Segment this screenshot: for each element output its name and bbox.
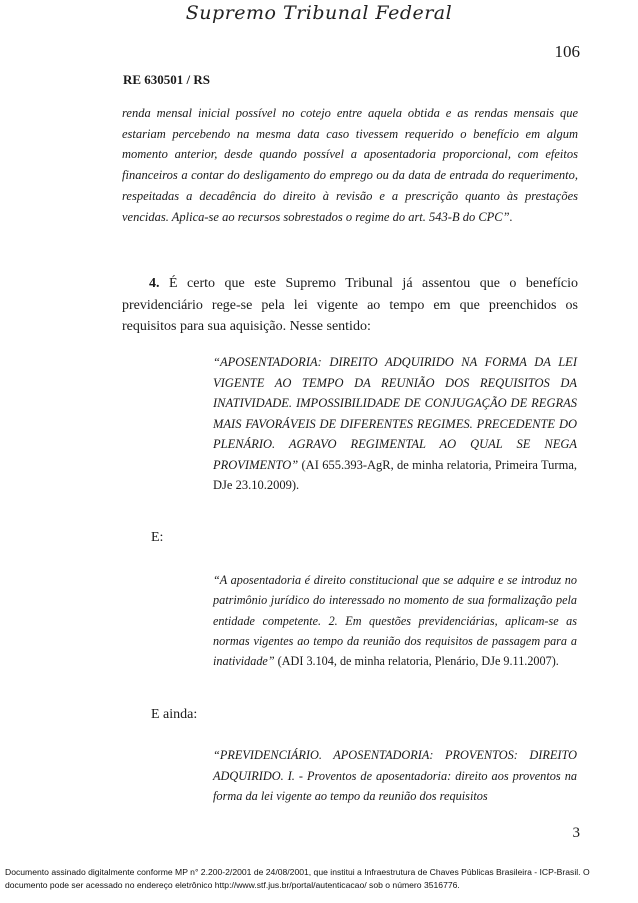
citation-3-quote: I. - Proventos de aposentadoria: direito aos proventos na forma da lei vigente ao tempo da reunião dos requisitos — [213, 768, 577, 803]
court-header: Supremo Tribunal Federal — [185, 2, 453, 24]
citation-2-reference: (ADI 3.104, de minha relatoria, Plenário, DJe 9.11.2007). — [274, 654, 559, 669]
label-e: E: — [151, 530, 164, 545]
citation-3-heading: “PREVIDENCIÁRIO. APOSENTADORIA: PROVENTOS: DIREITO ADQUIRIDO. — [213, 748, 577, 783]
quoted-ementa-continuation: renda mensal inicial possível no cotejo entre aquela obtida e as rendas mensais que estariam percebendo na mesma data caso tivessem requerido o benefício em algum momento anterior, desde quando possível a aposentadoria proporcional, com efeitos financeiros a contar do desligamento do emprego ou da data de entrada do requerimento, respeitadas a decadência do direito à revisão e a prescrição quanto às prestações vencidas. Aplica-se ao recursos sobrestados o regime do art. 543-B do CPC”. — [122, 106, 578, 224]
citation-1-reference: (AI 655.393-AgR, de minha relatoria, Primeira Turma, DJe 23.10.2009). — [213, 457, 577, 492]
citation-1 — [213, 352, 577, 496]
paragraph-4-text: É certo que este Supremo Tribunal já assentou que o benefício previdenciário rege-se pela lei vigente ao tempo em que preenchidos os requisitos para sua aquisição. Nesse sentido: — [122, 276, 578, 334]
paragraph-4 — [122, 273, 578, 338]
page-number-bottom: 3 — [572, 825, 580, 841]
citation-1-quote: “APOSENTADORIA: DIREITO ADQUIRIDO NA FORMA DA LEI VIGENTE AO TEMPO DA REUNIÃO DOS REQUISITOS DA INATIVIDADE. IMPOSSIBILIDADE DE CONJUGAÇÃO DE REGRAS MAIS FAVORÁVEIS DE DIFERENTES REGIMES. PRECEDENTE DO PLENÁRIO. AGRAVO REGIMENTAL AO QUAL SE NEGA PROVIMENTO” — [213, 355, 577, 472]
paragraph-number: 4. — [149, 276, 160, 291]
page-number-top: 106 — [554, 42, 580, 61]
label-e-ainda: E ainda: — [151, 707, 198, 722]
case-reference: RE 630501 / RS — [123, 72, 211, 87]
digital-signature-footer: Documento assinado digitalmente conforme MP n° 2.200-2/2001 de 24/08/2001, que institui a Infraestrutura de Chaves Públicas Brasileira - ICP-Brasil. O documento pode ser acessado no endereço eletrônico http://www.stf.jus.br/portal/autenticacao/ sob o número 3516776. — [5, 867, 590, 890]
citation-3 — [213, 745, 577, 807]
citation-2-quote: “A aposentadoria é direito constitucional que se adquire e se introduz no patrimônio jurídico do interessado no momento de sua formalização pela entidade competente. 2. Em questões previdenciárias, aplicam-se as normas vigentes ao tempo da reunião dos requisitos de passagem para a inatividade” — [213, 573, 577, 669]
citation-2 — [213, 570, 577, 671]
